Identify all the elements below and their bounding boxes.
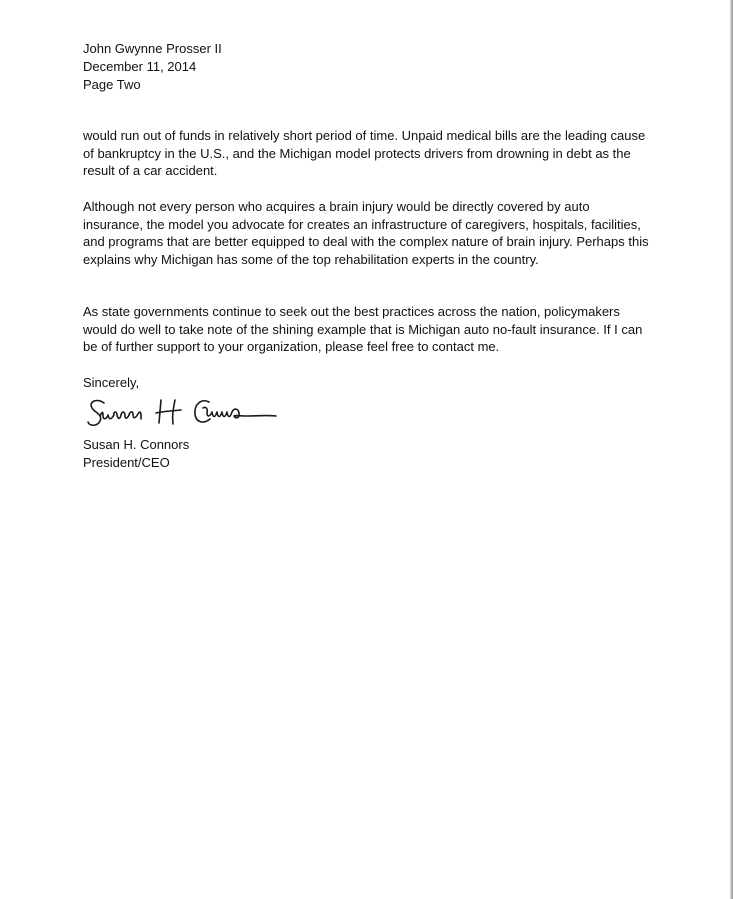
signer-title: President/CEO [83,455,170,470]
signer-name: Susan H. Connors [83,437,190,452]
letter-header [83,40,222,94]
page-label: Page Two [83,77,141,92]
closing-salutation: Sincerely, [83,375,140,390]
body-paragraph-2: Although not every person who acquires a brain injury would be directly covered by auto insurance, the model you advocate for creates an infrastructure of caregivers, hospitals, facilities, and programs that are better equipped to deal with the complex nature of brain injury. Perhaps this explains why Michigan has some of the top rehabilitation experts in the country. [83,199,649,268]
signer-block [83,436,189,472]
body-paragraph-1: would run out of funds in relatively short period of time. Unpaid medical bills are the leading cause of bankruptcy in the U.S., and the Michigan model protects drivers from drowning in debt as the result of a car accident. [83,128,646,179]
body-paragraph-3: As state governments continue to seek out the best practices across the nation, policymakers would do well to take note of the shining example that is Michigan auto no-fault insurance. If I can be of further support to your organization, please feel free to contact me. [83,304,643,355]
letter-date: December 11, 2014 [83,59,197,74]
handwritten-signature [86,394,286,434]
recipient-name: John Gwynne Prosser II [83,41,222,56]
